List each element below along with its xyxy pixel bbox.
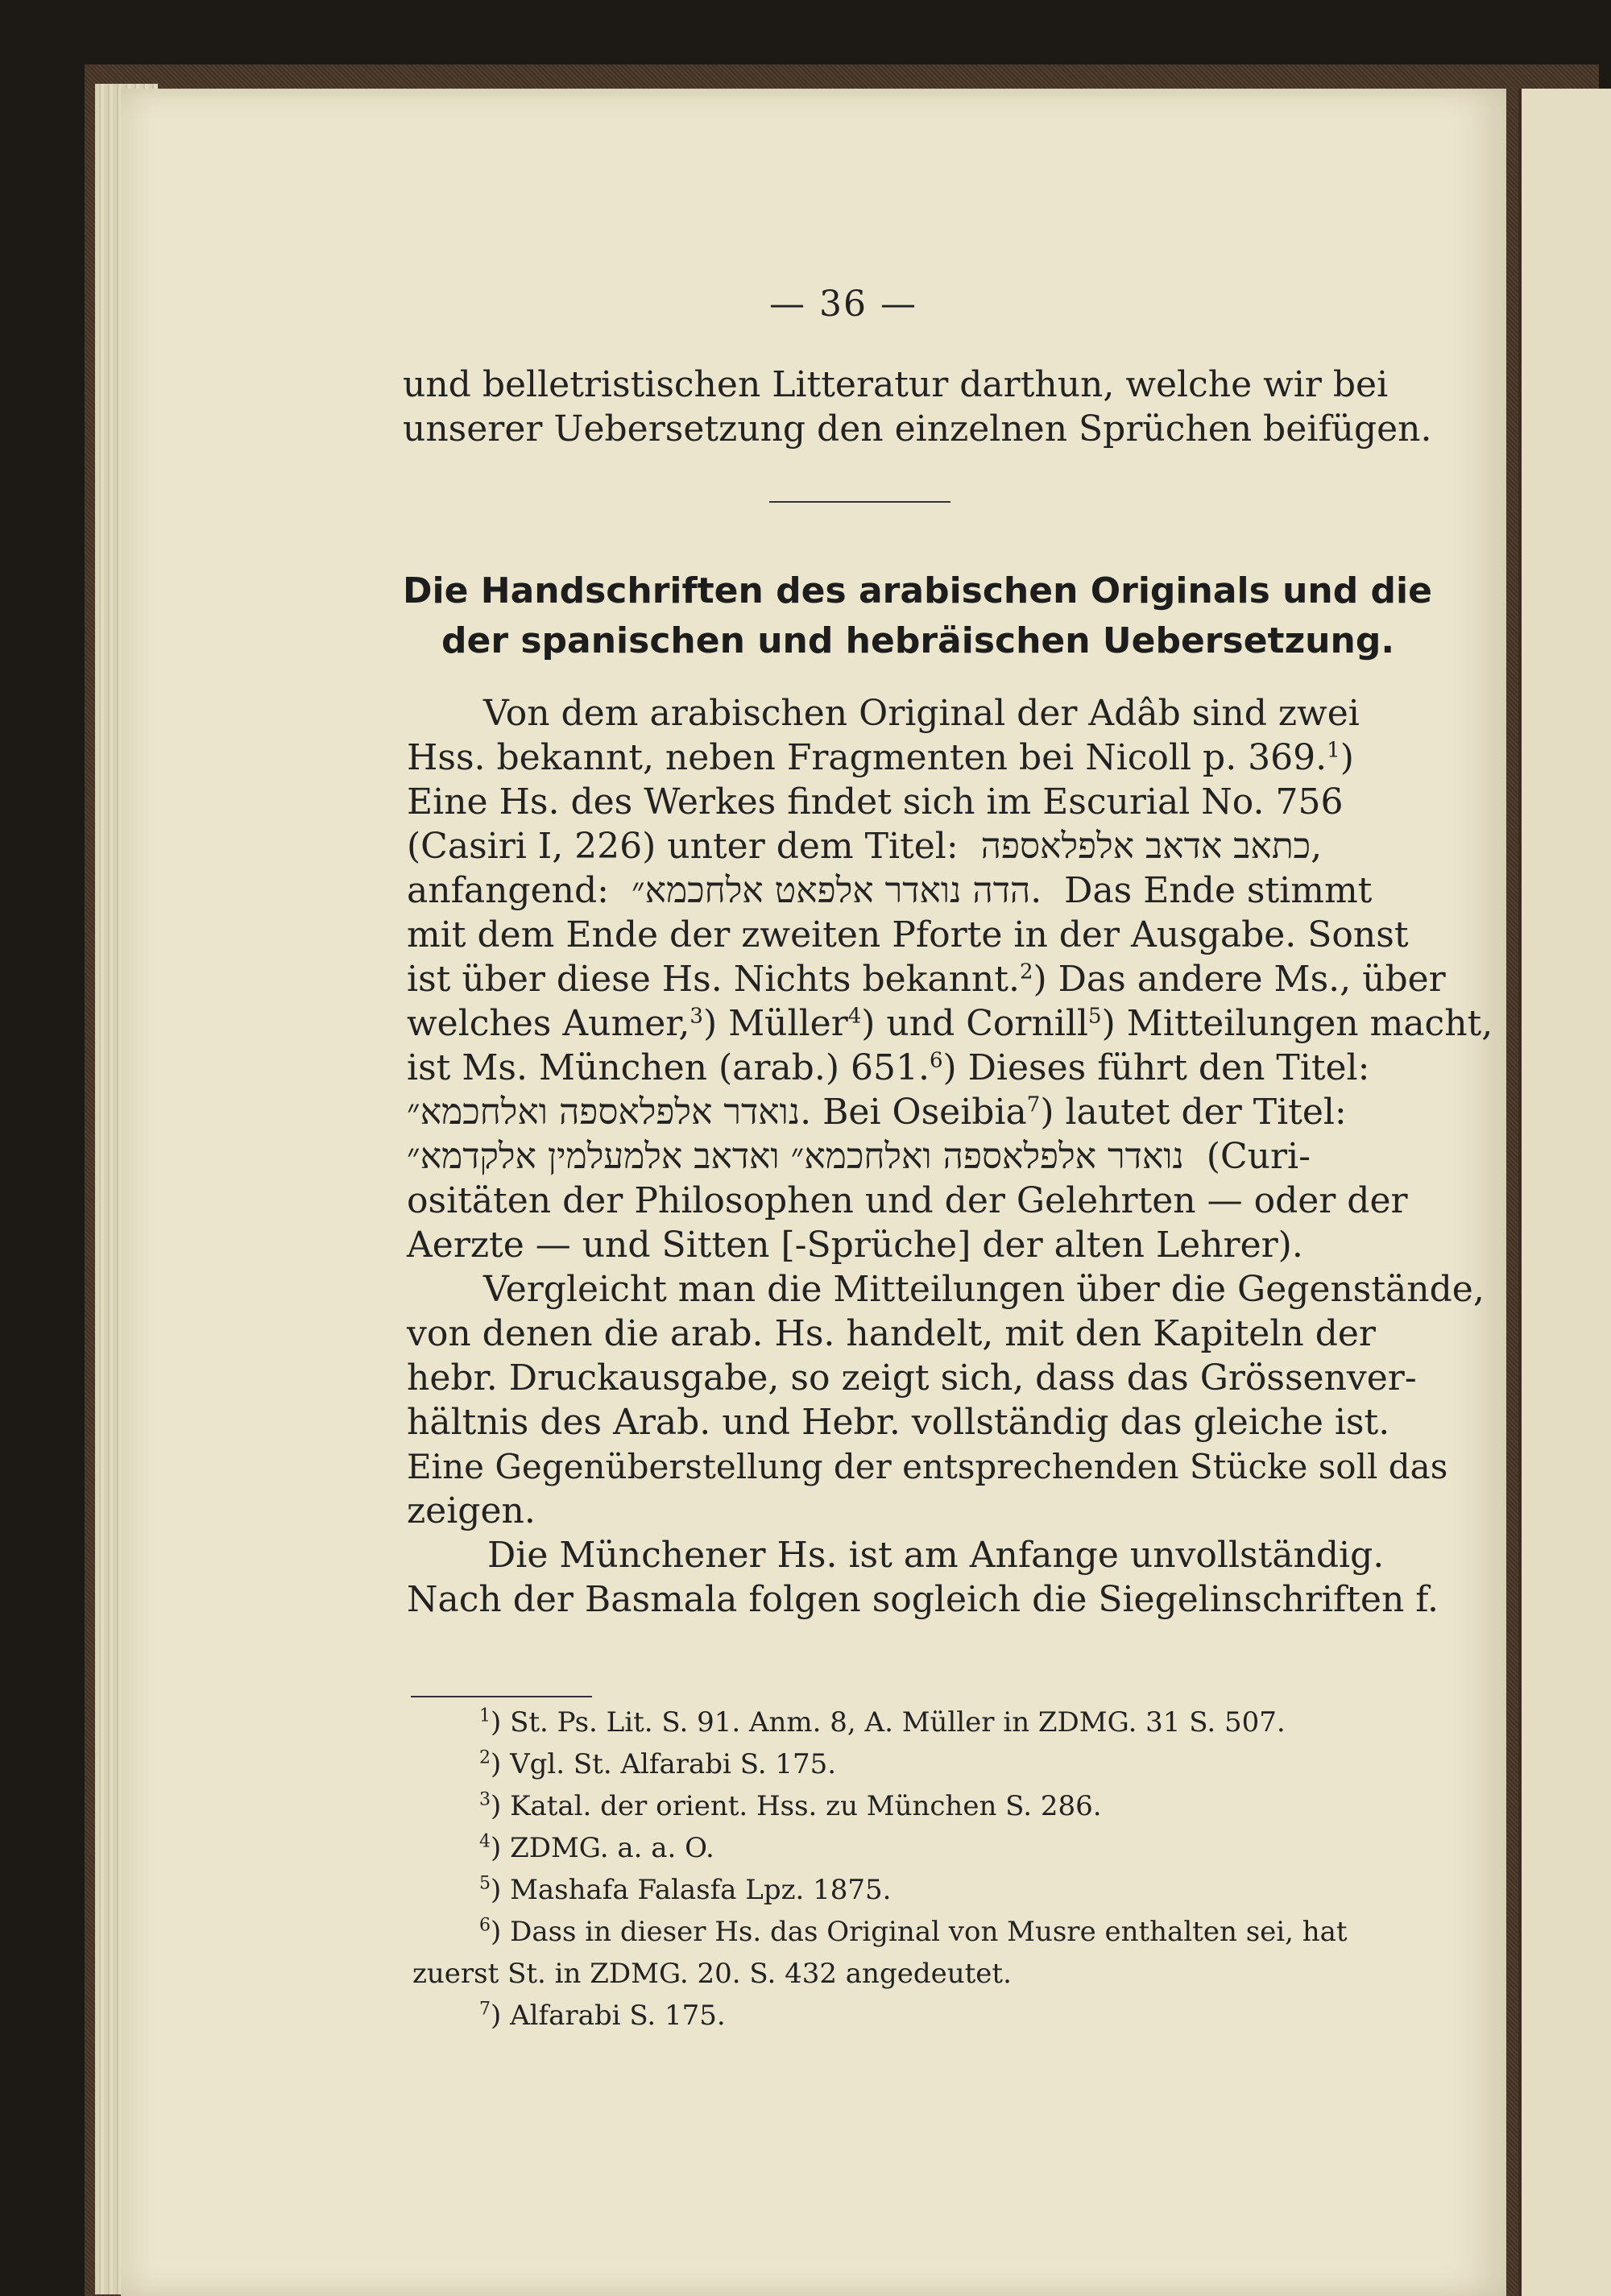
section-heading-line-2: der spanischen und hebräischen Uebersetzung. — [441, 620, 1395, 661]
footnote-5: $^5$) Mashafa Falasfa Lpz. 1875. — [479, 1873, 892, 1906]
body-line-2: Hss. bekannt, neben Fragmenten bei Nicoll p. 369.$^1$) — [407, 737, 1354, 778]
body-line-13: Aerzte — und Sitten [-Sprüche] der alten Lehrer). — [407, 1225, 1303, 1266]
hebrew-incipit: הדה נואדר אלפאט אלחכמא״ — [631, 870, 1031, 911]
body-line-16: hebr. Druckausgabe, so zeigt sich, dass das Grössenver- — [407, 1357, 1417, 1399]
footnote-ref-5: 5 — [1088, 1004, 1102, 1029]
footnote-4: $^4$) ZDMG. a. a. O. — [479, 1831, 714, 1864]
body-line-17: hältnis des Arab. und Hebr. vollständig das gleiche ist. — [407, 1402, 1390, 1443]
body-line-15: von denen die arab. Hs. handelt, mit den Kapiteln der — [407, 1313, 1376, 1354]
section-divider — [769, 501, 950, 503]
body-line-5: anfangend: הדה נואדר אלפאט אלחכמא״. Das Ende stimmt — [407, 870, 1373, 911]
body-line-8: welches Aumer,$^3$) Müller$^4$) und Cornill$^5$) Mitteilungen macht, — [407, 1003, 1493, 1044]
footnote-ref-2: 2 — [1019, 959, 1033, 984]
footnote-ref-4: 4 — [847, 1004, 862, 1029]
body-line-14: Vergleicht man die Mitteilungen über die Gegenstände, — [483, 1269, 1485, 1310]
footnote-ref-3: 3 — [690, 1004, 703, 1029]
body-line-20: Die Münchener Hs. ist am Anfange unvollständig. — [487, 1535, 1385, 1576]
footnote-6: $^6$) Dass in dieser Hs. das Original von Musre enthalten sei, hat — [479, 1915, 1348, 1948]
hebrew-title-1: כתאב אדאב אלפלאספה — [980, 826, 1311, 867]
body-line-11: נואדר אלפלאספה ואלחכמא״ ואדאב אלמעלמין אלקדמא״ (Curi- — [407, 1136, 1311, 1177]
footnote-ref-7: 7 — [1026, 1092, 1041, 1117]
body-line-6: mit dem Ende der zweiten Pforte in der Ausgabe. Sonst — [407, 914, 1409, 955]
page-number: — 36 — — [769, 284, 917, 325]
footnote-divider — [411, 1696, 592, 1697]
footnote-ref-1: 1 — [1327, 738, 1340, 763]
footnote-2: $^2$) Vgl. St. Alfarabi S. 175. — [479, 1747, 837, 1780]
next-page-edge — [1518, 89, 1611, 2296]
body-line-1: Von dem arabischen Original der Adâb sind zwei — [483, 693, 1360, 734]
footnote-7: $^7$) Alfarabi S. 175. — [479, 1999, 726, 2032]
hebrew-title-3: נואדר אלפלאספה ואלחכמא״ ואדאב אלמעלמין אלקדמא״ — [407, 1136, 1184, 1177]
footnote-1: $^1$) St. Ps. Lit. S. 91. Anm. 8, A. Müller in ZDMG. 31 S. 507. — [479, 1705, 1286, 1739]
body-line-21: Nach der Basmala folgen sogleich die Siegelinschriften f. — [407, 1579, 1439, 1620]
intro-line-1: und belletristischen Litteratur darthun, welche wir bei — [403, 364, 1389, 405]
footnote-3: $^3$) Katal. der orient. Hss. zu München S. 286. — [479, 1789, 1102, 1822]
body-line-10: נואדר אלפלאספה ואלחכמא״. Bei Oseibia$^7$) lautet der Titel: — [407, 1092, 1347, 1133]
body-line-19: zeigen. — [407, 1490, 536, 1531]
footnote-6-continued: zuerst St. in ZDMG. 20. S. 432 angedeutet. — [412, 1958, 1012, 1990]
body-line-3: Eine Hs. des Werkes findet sich im Escurial No. 756 — [407, 781, 1344, 823]
body-line-12: ositäten der Philosophen und der Gelehrten — oder der — [407, 1180, 1408, 1221]
section-heading-line-1: Die Handschriften des arabischen Originals und die — [403, 570, 1432, 611]
body-line-9: ist Ms. München (arab.) 651.$^6$) Dieses führt den Titel: — [407, 1047, 1370, 1088]
footnote-ref-6: 6 — [929, 1048, 943, 1073]
body-line-18: Eine Gegenüberstellung der entsprechenden Stücke soll das — [407, 1447, 1448, 1486]
body-line-4: (Casiri I, 226) unter dem Titel: כתאב אדאב אלפלאספה, — [407, 826, 1323, 867]
body-line-7: ist über diese Hs. Nichts bekannt.$^2$) Das andere Ms., über — [407, 959, 1446, 1000]
hebrew-title-2: נואדר אלפלאספה ואלחכמא״ — [407, 1092, 801, 1133]
intro-line-2: unserer Uebersetzung den einzelnen Sprüchen beifügen. — [403, 408, 1432, 450]
